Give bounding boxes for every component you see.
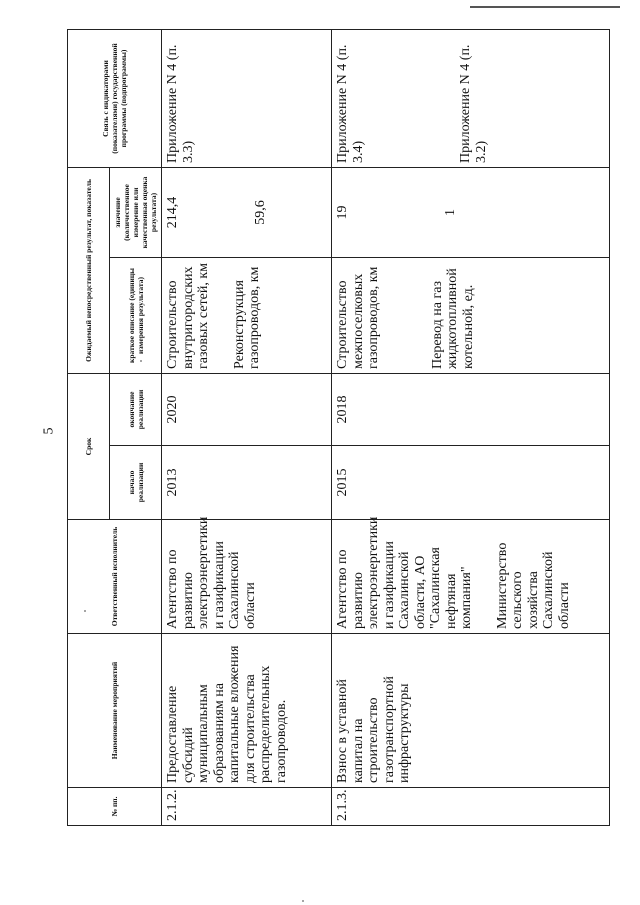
- row-link: Приложение N 4 (п. 3.3): [162, 29, 332, 167]
- result-desc: Реконструкция газопроводов, км: [231, 266, 262, 369]
- table-row: [162, 29, 332, 825]
- row-name: Взнос в уставной капитал на строительство газотранспортной инфраструктуры: [332, 634, 610, 788]
- result-desc: Перевод на газ жидкотопливной котельной, ед.: [429, 268, 476, 369]
- result-value: 19: [335, 205, 350, 220]
- link-primary: Приложение N 4 (п. 3.4): [335, 44, 366, 163]
- header-executor: Ответственный исполнитель: [68, 520, 162, 634]
- page-number: 5: [41, 427, 57, 435]
- result-value: 1: [442, 208, 458, 216]
- activities-table: [67, 29, 610, 826]
- table-row: [332, 29, 610, 825]
- header-name: Наименование мероприятий: [68, 634, 162, 788]
- scan-speck: [302, 900, 304, 902]
- row-num: 2.1.2.: [162, 788, 332, 826]
- result-value: 214,4: [165, 196, 180, 229]
- header-term: Срок: [68, 373, 110, 519]
- executor-main: Агентство по развитию электроэнергетики и газификации Сахалинской области, АО "Сахалинская нефтяная компания": [335, 516, 474, 629]
- row-results-desc: [332, 257, 610, 373]
- header-result-desc: краткое описание (единицы измерения результата): [110, 257, 162, 373]
- row-start: 2015: [332, 446, 610, 520]
- header-term-end: окончание реализации: [110, 373, 162, 445]
- header-result-value: значение (количественное измерение или качественная оценка результата): [110, 167, 162, 257]
- row-end: 2020: [162, 373, 332, 445]
- row-results-value: [332, 167, 610, 257]
- row-num: 2.1.3.: [332, 788, 610, 826]
- row-start: 2013: [162, 446, 332, 520]
- row-results-desc: [162, 257, 332, 373]
- row-executor: [332, 516, 610, 634]
- row-link: [332, 29, 610, 167]
- result-value: 59,6: [252, 200, 268, 225]
- result-desc: Строительство межпоселковых газопроводов, км: [335, 266, 381, 369]
- header-term-start: начало реализации: [110, 446, 162, 520]
- header-link: Связь с индикаторами (показателями) государственной программы (подпрограммы): [68, 29, 162, 167]
- executor-secondary: Министерство сельского хозяйства Сахалинской области: [494, 542, 572, 629]
- row-end: 2018: [332, 373, 610, 445]
- top-edge-line: [470, 6, 620, 8]
- header-num: № пп.: [68, 788, 162, 826]
- rotated-table-container: [67, 30, 605, 826]
- row-name: Предоставление субсидий муниципальным образованиям на капитальные вложения для строительства распределительных газопроводов.: [162, 634, 332, 788]
- row-executor: Агентство по развитию электроэнергетики и газификации Сахалинской области: [162, 520, 332, 634]
- row-results-value: [162, 167, 332, 257]
- link-secondary: Приложение N 4 (п. 3.2): [458, 44, 489, 163]
- header-result: Ожидаемый непосредственный результат, показатель: [68, 167, 110, 373]
- result-desc: Строительство внутригородских газовых сетей, км: [165, 262, 211, 369]
